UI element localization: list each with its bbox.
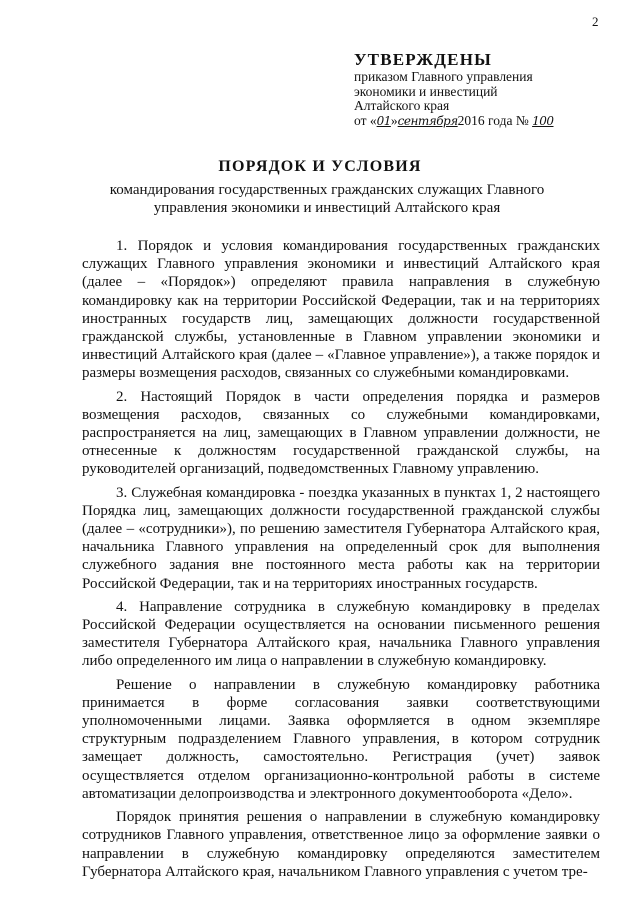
paragraph-1: 1. Порядок и условия командирования государственных гражданских служащих Главного управления экономики и инвестиций Алтайского края (далее – «Порядок») определяют правила направления в служебную командировку как на территории Российской Федерации, так и на территориях иностранных государств лиц, замещающих должности государственной гражданской службы, установленные в Главном управлении экономики и инвестиций Алтайского края (далее – «Главное управление»), а также порядок и размеры возмещения расходов, связанных со служебными командировками.: [82, 238, 600, 382]
approval-line-1: приказом Главного управления: [354, 69, 533, 84]
approval-date-line: [354, 114, 624, 129]
document-title: ПОРЯДОК И УСЛОВИЯ: [218, 158, 422, 175]
approval-line-2: экономики и инвестиций: [354, 83, 498, 99]
approval-line-3: Алтайского края: [354, 98, 450, 113]
document-subtitle: командирования государственных гражданских служащих Главного управления экономики и инвестиций Алтайского края: [109, 182, 545, 216]
paragraph-3: 3. Служебная командировка - поездка указанных в пунктах 1, 2 настоящего Порядка лиц, замещающих должности государственной гражданской службы (далее – «сотрудники»), по решению заместителя Губернатора Алтайского края, начальника Главного управления на определенный срок для выполнения служебного задания вне постоянного места работы как на территории Российской Федерации, так и на территориях иностранных государств.: [82, 484, 600, 592]
date-month: сентября: [397, 113, 458, 128]
paragraph-4: 4. Направление сотрудника в служебную командировку в пределах Российской Федерации осуществляется на основании письменного решения заместителя Губернатора Алтайского края, начальника Главного управления либо определенного им лица о направлении в служебную командировку.: [82, 598, 600, 670]
doc-number: 100: [532, 113, 554, 128]
approval-title: УТВЕРЖДЕНЫ: [354, 50, 493, 69]
approval-block: [354, 50, 624, 128]
date-mid: »: [390, 112, 398, 128]
date-prefix: от «: [354, 112, 377, 128]
page-number: 2: [592, 14, 599, 29]
paragraph-5: Решение о направлении в служебную командировку работника принимается в форме согласования заявки соответствующими уполномоченными лицами. Заявка оформляется в одном экземпляре структурным подразделением Главного управления, в котором сотрудник замещает должность, самостоятельно. Регистрация (учет) заявок осуществляется отделом организационно-контрольной работы в системе автоматизации делопроизводства и электронного документооборота «Дело».: [82, 676, 600, 802]
date-year: 2016 года №: [457, 112, 529, 128]
paragraph-6: Порядок принятия решения о направлении в служебную командировку сотрудников Главного управления, ответственное лицо за оформление заявки о направлении в служебную командировку определяются заместителем Губернатора Алтайского края, начальником Главного управления с учетом тре-: [82, 809, 600, 880]
date-day: 01: [376, 113, 391, 128]
document-body: [82, 237, 600, 886]
paragraph-2: 2. Настоящий Порядок в части определения порядка и размеров возмещения расходов, связанных со служебными командировками, распространяется на лиц, замещающих в Главном управлении должности, не отнесенные к должностям государственной гражданской службы, на руководителей организаций, подведомственных Главному управлению.: [82, 388, 600, 478]
